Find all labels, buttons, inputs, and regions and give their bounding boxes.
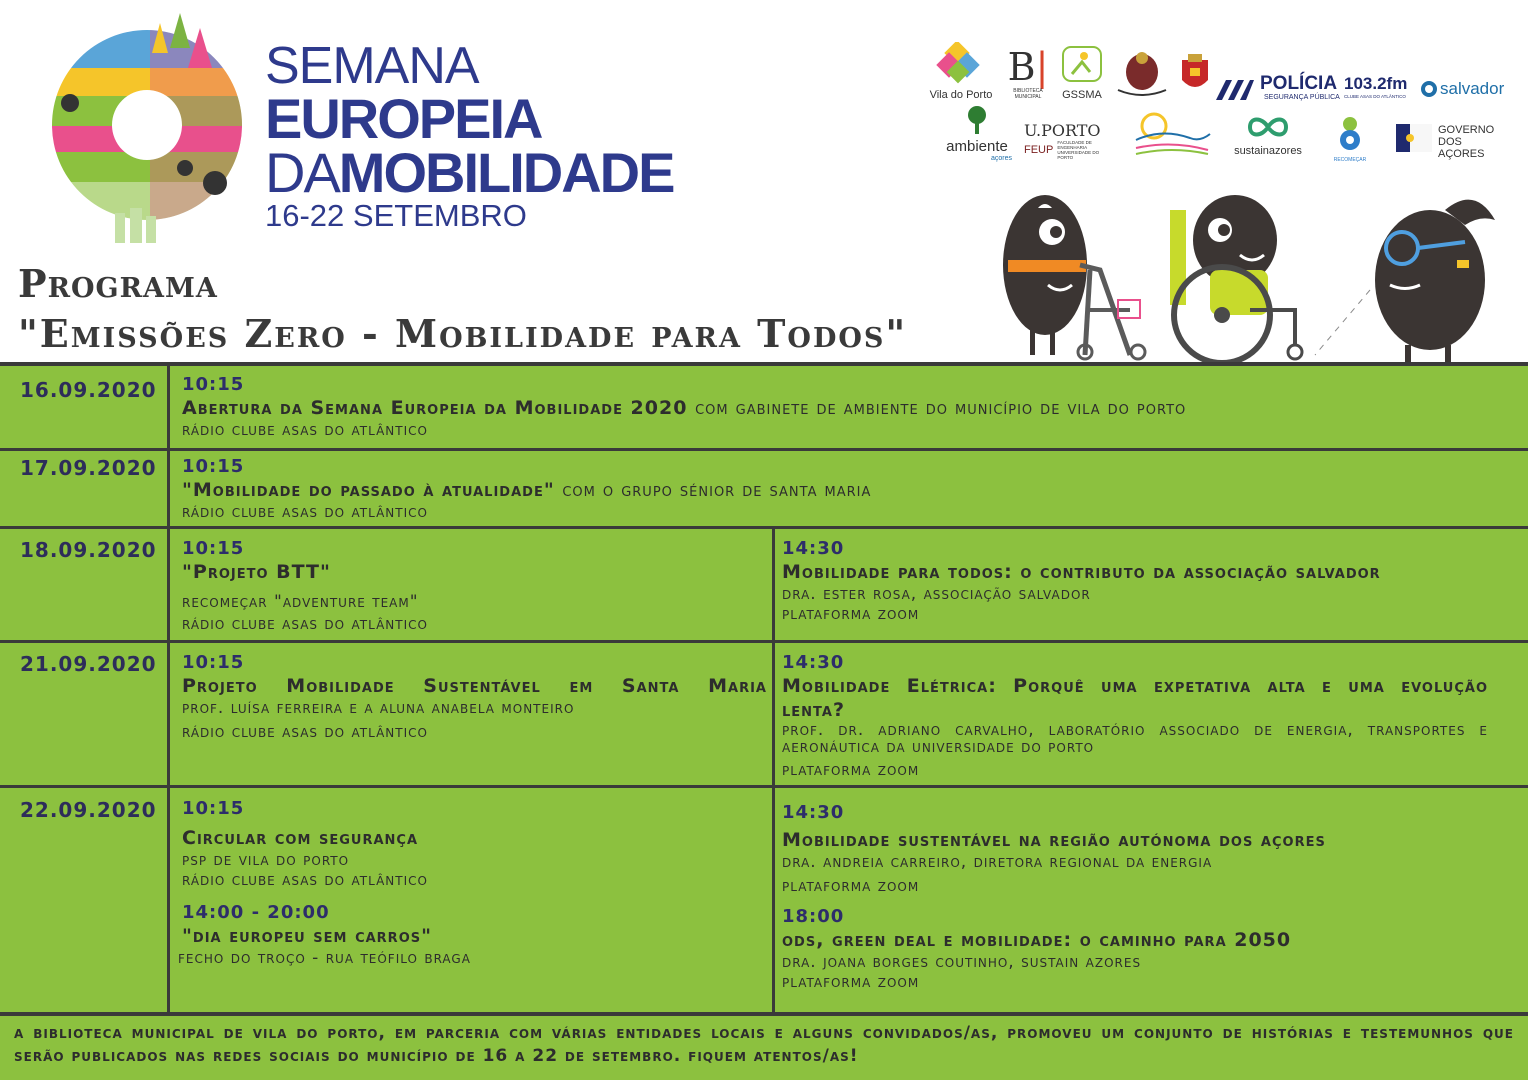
salvador-label: salvador [1440, 79, 1505, 98]
event-21-09-afternoon [782, 652, 1488, 780]
event-venue-2: plataforma zoom [782, 972, 920, 992]
event-title-2: "dia europeu sem carros" [182, 925, 433, 947]
event-venue: plataforma zoom [782, 604, 920, 624]
crest-icon [1112, 50, 1172, 98]
feup-sublabel: FACULDADE DE ENGENHARIA UNIVERSIDADE DO PORTO [1057, 140, 1100, 160]
event-dates: 16-22 SETEMBRO [265, 198, 527, 233]
salvador-logo-icon [1420, 80, 1438, 98]
date-column-divider [167, 366, 170, 1016]
title-da: DA [265, 141, 339, 204]
event-time: 14:30 [782, 652, 845, 673]
ambiente-label: ambiente [946, 138, 1008, 155]
event-guest: dra. ester rosa, associação salvador [782, 584, 1091, 604]
event-venue: rádio clube asas do atlântico [182, 502, 428, 522]
row-divider [0, 448, 1528, 451]
event-guest: dra. andreia carreiro, diretora regional da energia [782, 852, 1213, 872]
title-mobilidade [265, 141, 674, 204]
sponsor-vila-do-porto [922, 42, 1000, 101]
event-guest: prof. luísa ferreira e a aluna anabela monteiro [182, 698, 575, 718]
title-mobilidade-word: MOBILIDADE [338, 141, 674, 204]
recomecar-label: RECOMEÇAR [1333, 157, 1367, 163]
event-venue: plataforma zoom [782, 876, 920, 896]
date-18-09: 18.09.2020 [20, 538, 157, 562]
event-venue: plataforma zoom [782, 760, 920, 780]
event-venue: rádio clube asas do atlântico [182, 614, 428, 634]
sponsor-recomecar [1326, 114, 1374, 163]
psp-stripes-icon [1214, 78, 1254, 102]
row-divider [0, 785, 1528, 788]
semana-mobilidade-logo [40, 8, 255, 243]
event-time-2: 14:00 - 20:00 [182, 902, 330, 923]
wheelchair-character [1170, 195, 1302, 363]
program-title: "Emissões Zero - Mobilidade para Todos" [18, 311, 908, 356]
footer-note: a biblioteca municipal de vila do porto, em parceria com várias entidades locais e alguns convidados/as, promoveu um conjunto de histórias e testemunhos que serão publicados nas redes sociais do município de 16 a 22 de setembro. fiquem atentos/as! [0, 1012, 1528, 1080]
event-21-09-morning [182, 652, 767, 742]
municipal-shield-icon [1178, 52, 1212, 98]
row-divider [0, 526, 1528, 529]
date-16-09: 16.09.2020 [20, 378, 157, 402]
title-europeia: EUROPEIA [265, 87, 542, 150]
event-title: "Projeto BTT" [182, 561, 331, 583]
vila-do-porto-label: Vila do Porto [929, 89, 993, 101]
ambiente-sublabel: açores [990, 155, 1012, 162]
date-17-09: 17.09.2020 [20, 456, 157, 480]
event-detail-2: fecho do troço - rua teófilo braga [178, 948, 471, 968]
event-venue: rádio clube asas do atlântico [182, 722, 428, 742]
event-venue: rádio clube asas do atlântico [182, 870, 428, 890]
policia-sublabel: SEGURANÇA PÚBLICA [1264, 94, 1340, 101]
mobility-characters-illustration [990, 170, 1505, 365]
event-time: 10:15 [182, 374, 245, 395]
event-18-09-afternoon [782, 538, 1512, 624]
program-schedule [0, 362, 1528, 1012]
radio-frequency: 103.2fm [1344, 74, 1408, 93]
sustainazores-label: sustainazores [1234, 145, 1302, 157]
event-title-rest: com gabinete de ambiente do município de vila do porto [695, 397, 1187, 419]
sponsor-ambiente [942, 104, 1012, 162]
event-title: Circular com segurança [182, 827, 419, 849]
recomecar-logo-icon [1330, 114, 1370, 152]
event-guest: recomeçar "adventure team" [182, 592, 419, 612]
event-22-09-morning [178, 798, 767, 968]
azores-flag-icon [1396, 124, 1432, 152]
event-title-2: ods, green deal e mobilidade: o caminho para 2050 [782, 929, 1292, 951]
cane-character [1315, 200, 1495, 363]
event-title: Mobilidade para todos: o contributo da associação salvador [782, 561, 1381, 583]
radio-sublabel: CLUBE ASAS DO ATLÂNTICO [1344, 94, 1406, 99]
sponsor-radio [1344, 74, 1420, 99]
policia-label: POLÍCIA [1260, 73, 1338, 94]
feup-row [1024, 140, 1124, 160]
governo-label: GOVERNO DOS AÇORES [1438, 124, 1495, 160]
event-guest-2: dra. joana borges coutinho, sustain azores [782, 952, 1142, 972]
event-title-rest: com o grupo sénior de santa maria [562, 479, 872, 501]
sponsor-governo-acores [1396, 124, 1514, 160]
event-guest: prof. dr. adriano carvalho, laboratório associado de energia, transportes e aeronáutica da universidade do porto [782, 720, 1488, 757]
gssma-logo-icon [1060, 44, 1104, 84]
uporto-label: U.PORTO [1024, 121, 1101, 140]
biblioteca-label: BIBLIOTECA MUNICIPAL [1013, 88, 1043, 100]
event-title [182, 396, 1512, 420]
row-divider [0, 640, 1528, 643]
event-time: 10:15 [182, 456, 245, 477]
date-22-09: 22.09.2020 [20, 798, 157, 822]
event-venue: rádio clube asas do atlântico [182, 420, 428, 440]
event-title [265, 37, 674, 233]
event-time: 14:30 [782, 538, 845, 559]
santa-maria-landscape-icon [1132, 108, 1212, 158]
sponsor-policia [1214, 74, 1342, 101]
program-heading [18, 262, 907, 362]
event-time: 14:30 [782, 802, 845, 823]
tree-icon [962, 104, 992, 134]
event-title [182, 478, 1512, 502]
sponsor-biblioteca [1000, 46, 1056, 100]
event-title-bold: Abertura da Semana Europeia da Mobilidade 2020 [182, 397, 688, 419]
event-18-09-morning [182, 538, 762, 634]
event-16-09-morning [182, 374, 1512, 440]
time-column-divider [772, 526, 775, 1016]
event-time-2: 18:00 [782, 906, 845, 927]
event-time: 10:15 [182, 538, 245, 559]
sponsor-uporto [1024, 122, 1124, 160]
event-title-bold: "Mobilidade do passado à atualidade" [182, 479, 555, 501]
date-21-09: 21.09.2020 [20, 652, 157, 676]
event-title: Mobilidade Elétrica: Porquê uma expetativa alta e uma evolução lenta? [782, 675, 1488, 721]
title-semana: SEMANA [265, 37, 479, 95]
sponsor-gssma [1057, 44, 1107, 101]
event-title: Projeto Mobilidade Sustentável em Santa Maria [182, 675, 767, 697]
event-17-09-morning [182, 456, 1512, 522]
sponsor-sustainazores [1222, 114, 1314, 157]
event-time: 10:15 [182, 652, 245, 673]
programa-label: Programa [18, 261, 218, 306]
feup-label: FEUP [1024, 144, 1054, 156]
gssma-label: GSSMA [1062, 89, 1102, 101]
event-title: Mobilidade sustentável na região autónoma dos açores [782, 829, 1326, 851]
biblioteca-logo-icon: B| [1007, 45, 1049, 89]
walker-character [1003, 195, 1145, 359]
event-time: 10:15 [182, 798, 245, 819]
sponsor-salvador [1420, 80, 1516, 98]
infinity-icon [1244, 114, 1292, 140]
event-guest: psp de vila do porto [182, 850, 350, 870]
vila-do-porto-logo-icon [936, 42, 986, 84]
event-22-09-afternoon [782, 798, 1512, 992]
